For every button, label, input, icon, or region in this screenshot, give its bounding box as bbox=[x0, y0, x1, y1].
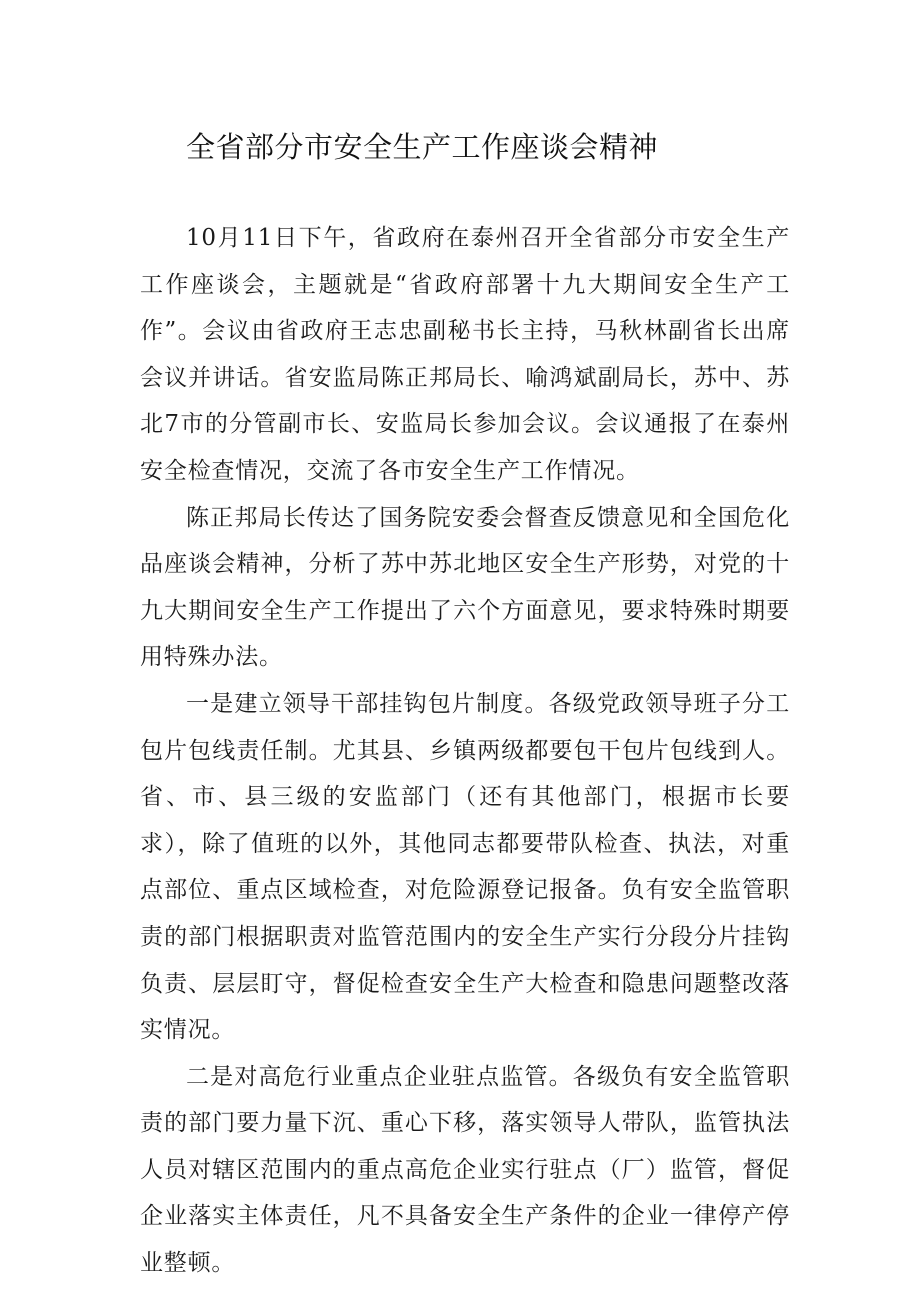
paragraph-point-two: 二是对高危行业重点企业驻点监管。各级负有安全监管职责的部门要力量下沉、重心下移，落实领导人带队，监管执法人员对辖区范围内的重点高危企业实行驻点（厂）监管，督促企业落实主体责任，凡不具备安全生产条件的企业一律停产停业整顿。 bbox=[140, 1063, 790, 1277]
document-title: 全省部分市安全生产工作座谈会精神 bbox=[186, 130, 659, 164]
document-body bbox=[140, 215, 790, 1287]
paragraph-director-remarks: 陈正邦局长传达了国务院安委会督查反馈意见和全国危化品座谈会精神，分析了苏中苏北地区安全生产形势，对党的十九大期间安全生产工作提出了六个方面意见，要求特殊时期要用特殊办法。 bbox=[140, 504, 790, 671]
paragraph-point-one: 一是建立领导干部挂钩包片制度。各级党政领导班子分工包片包线责任制。尤其县、乡镇两级都要包干包片包线到人。省、市、县三级的安监部门（还有其他部门，根据市长要求），除了值班的以外，其他同志都要带队检查、执法，对重点部位、重点区域检查，对危险源登记报备。负有安全监管职责的部门根据职责对监管范围内的安全生产实行分段分片挂钩负责、层层盯守，督促检查安全生产大检查和隐患问题整改落实情况。 bbox=[140, 690, 790, 1044]
paragraph-meeting-summary: 10月11日下午，省政府在泰州召开全省部分市安全生产工作座谈会，主题就是“省政府部署十九大期间安全生产工作”。会议由省政府王志忠副秘书长主持，马秋林副省长出席会议并讲话。省安监局陈正邦局长、喻鸿斌副局长，苏中、苏北7市的分管副市长、安监局长参加会议。会议通报了在泰州安全检查情况，交流了各市安全生产工作情况。 bbox=[140, 225, 790, 484]
